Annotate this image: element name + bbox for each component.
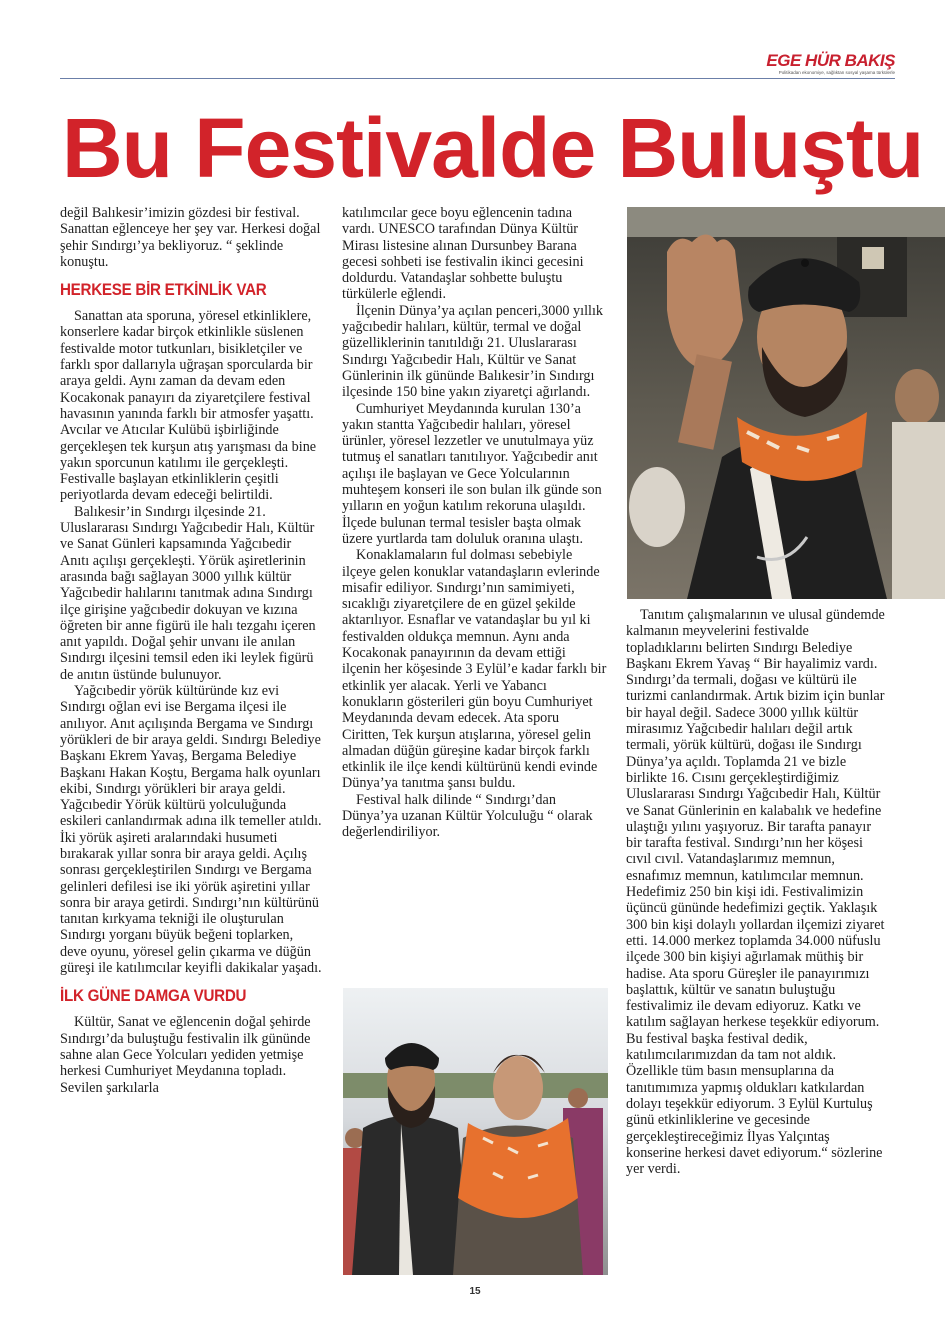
column2-paragraph-4: Konaklamaların ful dolması sebebiyle ilçeye gelen konuklar vatandaşların evlerinde misafir ediliyor. Sındırgı’nın samimiyeti, sıcaklığı ziyaretçilere de en güzel şekilde aktarılıyor. Esnaflar ve vatandaşlar bu yıl ki festivalden oldukça memnun. Aynı anda Kocakonak panayırının da devam ettiği ilçenin her köşesinde 3 Eylül’e kadar farklı bir etkinlik yer alacak. Yerli ve Yabancı konukların gösterileri gün boyu Cumhuriyet Meydanında devam edecek. Ata sporu Ciritten, Tek kurşun atışlarına, yöresel gelin almadan düğün güreşine kadar birçok farklı etkinlik ile ilçe kendi kültürünü kendi evinde Dünya’ya tanıtma şansı buldu. [342,547,607,792]
column1-intro: değil Balıkesir’imizin gözdesi bir festival. Sanattan eğlenceye her şey var. Herkesi doğal şehir Sındırgı’ya bekliyoruz. “ şeklinde konuştu. [60,205,321,270]
column2-paragraph-1: katılımcılar gece boyu eğlencenin tadına vardı. UNESCO tarafından Dünya Kültür Mirası listesine alınan Dursunbey Barana gecesi sohbeti ise festivalin ikinci gecesini doldurdu. Vatandaşlar sohbette buluştu türkülerle eğlendi. [342,205,584,303]
photo-two-men [343,988,608,1275]
brand-name: EGE HÜR BAKIŞ [766,51,895,70]
brand-tagline: Politikadan ekonomiye, sağlıktan sosyal yaşama türkülerle [778,70,895,75]
photo-waving-man [627,207,945,599]
header-rule [60,78,895,79]
column-1 [60,205,322,1096]
column-3 [626,607,888,1177]
page-number: 15 [469,1286,481,1297]
column2-paragraph-5: Festival halk dilinde “ Sındırgı’dan Dünya’ya uzanan Kültür Yolculuğu “ olarak değerlendiriliyor. [342,791,593,841]
column1-paragraph-1: Sanattan ata sporuna, yöresel etkinliklere, konserlere kadar birçok etkinlikle süslenen festivalde motor tutkunları, bisikletçiler ve farklı spor dallarıyla uğraşan sporcularda bir araya geldi. Aynı zaman da devam eden Kocakonak panayırı da ziyaretçilere festival havasının yanında farklı bir atmosfer yaşattı. Avcılar ve Atıcılar Kulübü işbirliğinde gerçekleşen tek kurşun atış yarışması da bine yakın sporcunun katılımı ile gerçekleşti. Festivalle başlayan etkinliklerin çeşitli periyotlarda devam edeceği belirtildi. [60,308,317,504]
column1-paragraph-4: Kültür, Sanat ve eğlencenin doğal şehirde Sındırgı’da buluştuğu festivalin ilk gününde sahne alan Gece Yolcuları yediden yetmişe herkesi Cumhuriyet Meydanına topladı. Sevilen şarkılarla [60,1014,311,1096]
column-2 [342,205,607,841]
subhead-ilk-gune: İLK GÜNE DAMGA VURDU [60,987,247,1006]
column2-paragraph-2: İlçenin Dünya’ya açılan penceri,3000 yıllık yağcıbedir halıları, kültür, termal ve doğal güzelliklerinin tanıtıldığı 21. Uluslararası Sındırgı Yağcıbedir Halı, Kültür ve Sanat Günlerinin ilk gününde Balıkesir’in Sındırgı ilçesinde 150 bine yakın ziyaretçi ağırlandı. [342,302,604,401]
column1-paragraph-2: Balıkesir’in Sındırgı ilçesinde 21. Uluslararası Sındırgı Yağcıbedir Halı, Kültür ve Sanat Günleri kapsamında Yağcıbedir Anıtı açılışı gerçekleşti. Yörük aşiretlerinin arasında bağı sağlayan 3000 yıllık kültür Yağcıbedir halılarını tanıtmak adına Sındırgı ilçe girişine yağcıbedir dokuyan ve kızına öğreten bir anne figürü ile halı tezgahı içeren anıt yapıldı. Doğal şehir unvanı ile anılan Sındırgı ilçesini temsil eden iki leylek figürü de anıtın üstünde bulunuyor. [60,503,316,683]
subhead-herkese: HERKESE BİR ETKİNLİK VAR [60,281,267,300]
column2-paragraph-3: Cumhuriyet Meydanında kurulan 130’a yakın stantta Yağcıbedir halıları, yöresel ürünler, yöresel lezzetler ve unutulmaya yüz tutmuş el sanatları tanıtılıyor. Yağcıbedir anıt açılışı ile başlayan ve Gece Yolcularının muhteşem konseri ile son bulan ilk günde son yılların en yoğun katılım rekoruna ulaşıldı. İlçede bulunan termal tesisler başta olmak üzere yurtlarda tam doluluk oranına ulaştı. [342,400,602,547]
brand-logo [766,52,895,76]
column3-paragraph-1: Tanıtım çalışmalarının ve ulusal gündemde kalmanın meyvelerini festivalde topladıklarını belirten Sındırgı Belediye Başkanı Ekrem Yavaş “ Bir hayalimiz vardı. Sındırgı’da termali, doğası ve kültürü ile turizmi canlandırmak. Artık bizim için bunlar bir hayal değil. Sadece 3000 yıllık kültür mirasımız Yağcıbedir halıları değil artık termali, yörük kültürü, doğası ile Sındırgı Dünya’ya açıldı. Toplamda 21 ve bizle birlikte 16. Cısını gerçekleştirdiğimiz Uluslararası Sındırgı Yağcıbedir Halı, Kültür ve Sanat Günlerinin en kalabalık ve hedefine ulaştığı yılını yaşıyoruz. Bir tarafta panayır bir tarafta festival. Sındırgı’nın her köşesi cıvıl cıvıl. Vatandaşlarımız memnun, esnafımız memnun, katılımcılar memnun. Hedefimiz 250 bin kişi idi. Festivalimizin üçüncü gününde hedefimizi geçtik. Yaklaşık 300 bin kişi dolaylı yollardan ilçemizi ziyaret etti. 14.000 merkez toplamda 34.000 nüfuslu ilçede 300 bin kişiyi ağırlamak müthiş bir hadise. Ata sporu Güreşler ile panayırımızı başlattık, kültür ve sanatın buluştuğu festivalimiz ile devam ediyoruz. Katkı ve katılım sağlayan herkese teşekkür ediyorum. Bu festival başka festival dedik, katılımcılarımızdan da tam not aldık. Özellikle tüm basın mensuplarına da tanıtımımıza yapmış oldukları katkılardan dolayı teşekkür ediyorum. 3 Eylül Kurtuluş günü etkinliklerine ve gecesinde gerçekleştireceğimiz İlyas Yalçıntaş konserine herkesi davet ediyorum.“ sözlerine yer verdi. [626,607,885,1178]
column1-paragraph-3: Yağcıbedir yörük kültüründe kız evi Sındırgı oğlan evi ise Bergama ilçesi ile anılıyor. Anıt açılışında Bergama ve Sındırgı yörükleri de bir araya geldi. Sındırgı Belediye Başkanı Ekrem Yavaş, Bergama Belediye Başkanı Hakan Koştu, Bergama halk oyunları ekibi, Sındırgı yörükleri bir araya geldi. Yağcıbedir Yörük kültürü yolculuğunda eskileri canlandırmak adına ilk temeller atıldı. İki yörük aşireti aralarındaki husumeti bırakarak yıllar sonra bir araya geldi. Açılış sonrası gerçekleştirilen Sındırgı ve Bergama gelinleri defilesi ise iki yörük aşiretini yıllar sonra bir araya getirdi. Sındırgı’nın kültürünü tanıtan kırkyama tekniği ile oluşturulan Sındırgı yorganı büyük beğeni toplarken, deve oyunu, yöresel gelin çıkarma ve düğün güreşi ile katılımcılar keyifli dakikalar yaşadı. [60,683,322,977]
headline: Bu Festivalde Buluştu [62,101,924,195]
